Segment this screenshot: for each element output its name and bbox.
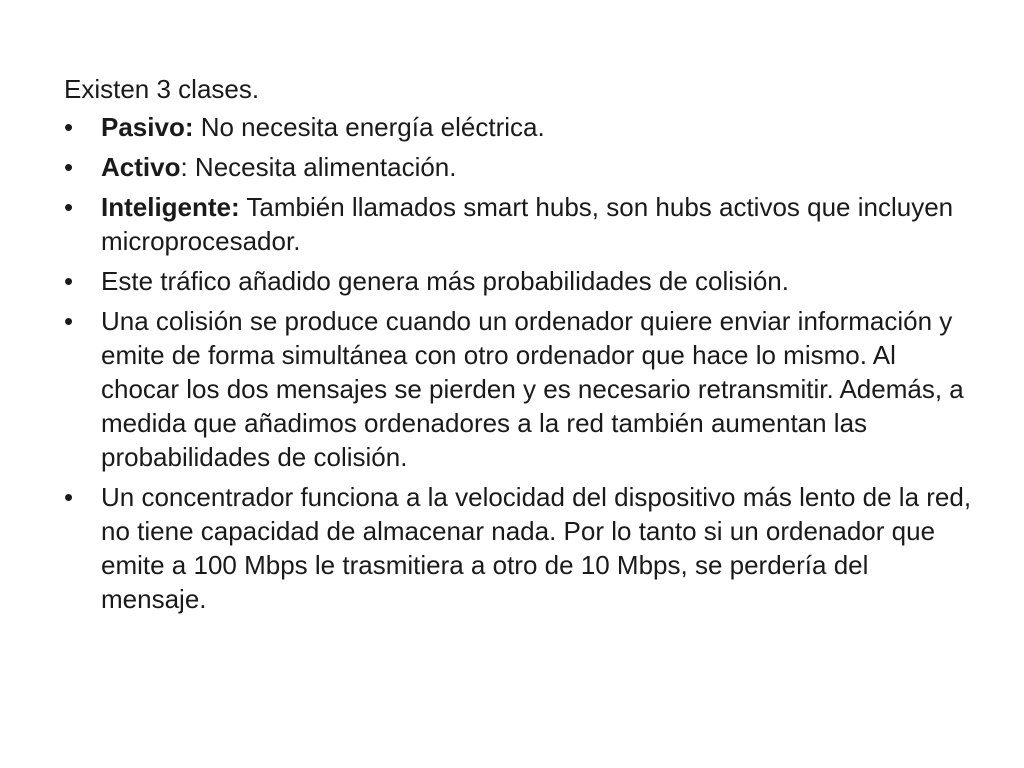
bullet-icon: • bbox=[64, 306, 74, 336]
bullet-text: También llamados smart hubs, son hubs activos que incluyen microprocesador. bbox=[101, 192, 954, 256]
bullet-icon: • bbox=[64, 192, 74, 222]
bullet-term: Activo bbox=[101, 152, 181, 182]
slide-body bbox=[64, 72, 974, 622]
bullet-item-colision bbox=[64, 304, 974, 474]
bullet-item-trafico bbox=[64, 264, 974, 298]
bullet-icon: • bbox=[64, 482, 74, 512]
bullet-item-activo bbox=[64, 150, 974, 184]
bullet-list bbox=[64, 110, 974, 616]
intro-text: Existen 3 clases. bbox=[64, 74, 260, 104]
bullet-text: : Necesita alimentación. bbox=[180, 152, 457, 182]
bullet-item-concentrador bbox=[64, 480, 974, 616]
bullet-text: No necesita energía eléctrica. bbox=[193, 112, 545, 142]
bullet-text: Un concentrador funciona a la velocidad del dispositivo más lento de la red, no tiene capacidad de almacenar nada. Por lo tanto si un ordenador que emite a 100 Mbps le trasmitiera a otro de 10 Mbps, se perdería del mensaje. bbox=[101, 482, 972, 614]
bullet-icon: • bbox=[64, 152, 74, 182]
bullet-text: Una colisión se produce cuando un ordenador quiere enviar información y emite de forma simultánea con otro ordenador que hace lo mismo. Al chocar los dos mensajes se pierden y es necesario retransmitir. Además, a medida que añadimos ordenadores a la red también aumentan las probabilidades de colisión. bbox=[101, 306, 964, 472]
bullet-item-inteligente bbox=[64, 190, 974, 258]
bullet-term: Inteligente: bbox=[101, 192, 240, 222]
bullet-term: Pasivo: bbox=[101, 112, 194, 142]
bullet-icon: • bbox=[64, 266, 74, 296]
bullet-text: Este tráfico añadido genera más probabilidades de colisión. bbox=[101, 266, 789, 296]
bullet-item-pasivo bbox=[64, 110, 974, 144]
bullet-icon: • bbox=[64, 112, 74, 142]
